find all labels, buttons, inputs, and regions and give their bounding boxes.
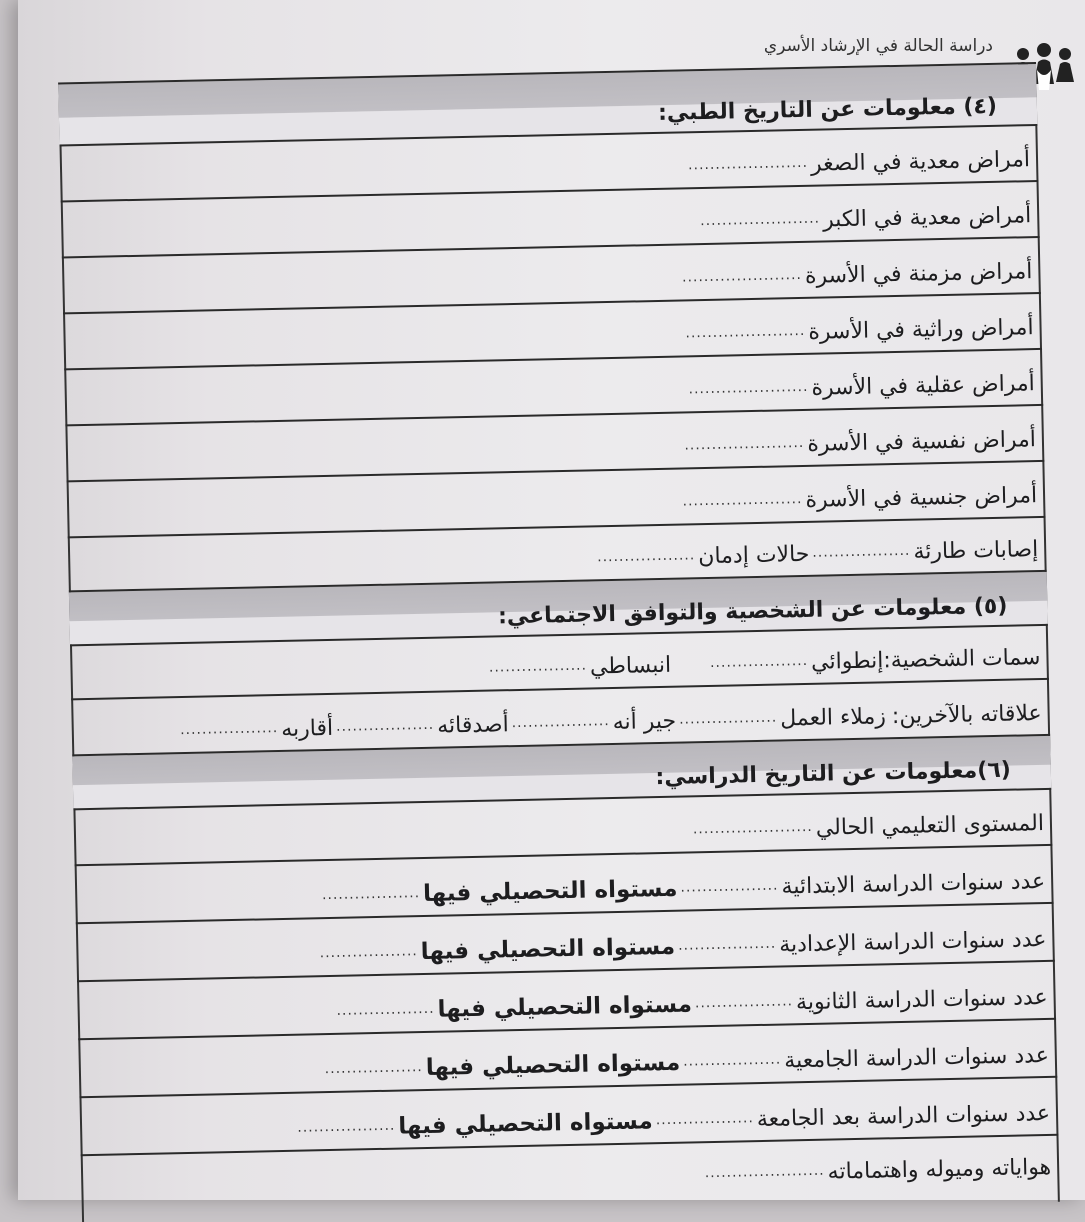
field-label: عدد سنوات الدراسة الابتدائية [781, 868, 1046, 900]
fill-line[interactable]: .................. [709, 652, 809, 671]
field-label: انبساطي [589, 652, 672, 680]
fill-line[interactable]: .................. [335, 716, 435, 735]
fill-line[interactable]: .................. [319, 943, 418, 962]
fill-line[interactable]: .................. [596, 547, 696, 566]
field-label: مستواه التحصيلي فيها [425, 1049, 681, 1081]
fill-line[interactable]: .................. [324, 1059, 423, 1078]
field-label: مستواه التحصيلي فيها [437, 991, 693, 1023]
fill-line[interactable]: .................. [677, 935, 777, 954]
fill-line[interactable]: .................. [297, 1117, 396, 1136]
field-label: أمراض نفسية في الأسرة [807, 427, 1037, 457]
field-label: عدد سنوات الدراسة الجامعية [784, 1042, 1050, 1074]
case-study-form [58, 62, 1060, 1222]
section-6-heading: (٦)معلومات عن التاريخ الدراسي: [655, 757, 1012, 791]
field-label: أمراض مزمنة في الأسرة [804, 259, 1033, 289]
field-label: زملاء العمل [779, 704, 887, 732]
field-label: أمراض جنسية في الأسرة [805, 483, 1038, 513]
page-header-title: دراسة الحالة في الإرشاد الأسري [763, 36, 993, 56]
section-4-heading: (٤) معلومات عن التاريخ الطبي: [657, 93, 998, 126]
field-label: أمراض معدية في الصغر [810, 147, 1031, 177]
field-label: مستواه التحصيلي فيها [398, 1108, 654, 1140]
field-label: أمراض وراثية في الأسرة [808, 315, 1034, 345]
fill-line[interactable]: ...................... [692, 818, 813, 838]
fill-line[interactable]: ...................... [685, 322, 806, 342]
field-label: عدد سنوات الدراسة بعد الجامعة [756, 1100, 1051, 1133]
field-label: مستواه التحصيلي فيها [422, 875, 678, 908]
field-label: عدد سنوات الدراسة الثانوية [795, 984, 1048, 1016]
fill-line[interactable]: .................. [812, 542, 911, 561]
fill-line[interactable]: ...................... [681, 266, 803, 286]
fill-line[interactable]: ...................... [699, 210, 821, 230]
field-label: أقاربه [280, 715, 334, 742]
fill-line[interactable]: .................. [655, 1110, 754, 1129]
field-label: إنطوائي [810, 648, 884, 675]
field-label: هواياته وميوله واهتماماته [827, 1154, 1052, 1185]
field-label: علاقاته بالآخرين: [891, 701, 1042, 730]
field-label: إصابات طارئة [913, 537, 1039, 565]
fill-line[interactable]: .................. [321, 885, 421, 904]
fill-line[interactable]: .................. [336, 1000, 435, 1019]
field-label: حالات إدمان [698, 541, 810, 570]
field-label: أمراض معدية في الكبر [822, 203, 1032, 233]
field-label: المستوى التعليمي الحالي [815, 811, 1045, 841]
fill-line[interactable]: .................. [694, 993, 794, 1012]
fill-line[interactable]: ...................... [684, 434, 805, 454]
fill-line[interactable]: .................. [511, 713, 610, 732]
fill-line[interactable]: .................. [678, 709, 778, 728]
section-5-heading: (٥) معلومات عن الشخصية والتوافق الاجتماعي: [497, 593, 1008, 630]
fill-line[interactable]: ...................... [688, 378, 809, 398]
fill-line[interactable]: ...................... [704, 1162, 825, 1182]
fill-line[interactable]: .................. [680, 877, 779, 896]
field-label: مستواه التحصيلي فيها [420, 933, 676, 966]
fill-line[interactable]: .................. [682, 1051, 782, 1070]
field-label: عدد سنوات الدراسة الإعدادية [778, 926, 1047, 958]
book-page [18, 0, 1085, 1200]
fill-line[interactable]: ...................... [682, 490, 803, 510]
fill-line[interactable]: .................. [179, 720, 279, 739]
field-label: أصدقائه [436, 712, 509, 739]
field-label: سمات الشخصية: [883, 645, 1041, 674]
field-label: جير أنه [612, 708, 677, 736]
field-label: أمراض عقلية في الأسرة [811, 371, 1035, 401]
fill-line[interactable]: ...................... [687, 154, 809, 174]
fill-line[interactable]: .................. [488, 657, 588, 676]
